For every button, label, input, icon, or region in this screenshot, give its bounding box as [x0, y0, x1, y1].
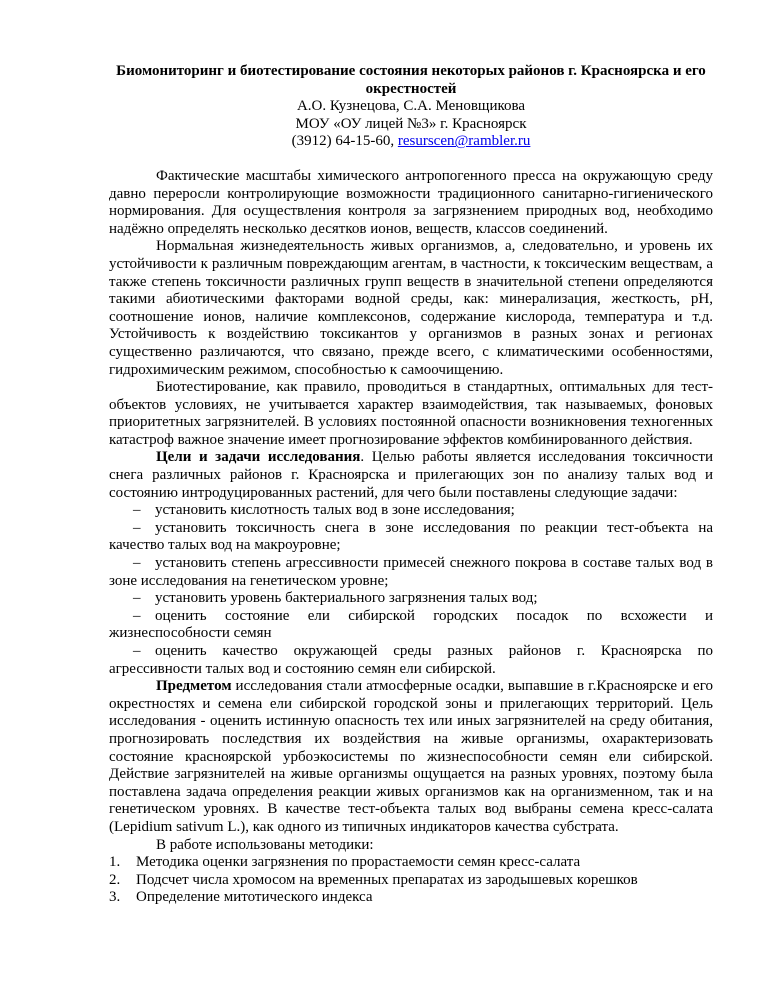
goals-paragraph	[109, 449, 713, 502]
list-number: 1.	[109, 854, 121, 871]
school: МОУ «ОУ лицей №3» г. Красноярск	[295, 115, 527, 132]
email-link[interactable]: resurscen@rambler.ru	[397, 133, 531, 150]
spacer	[109, 151, 713, 168]
contacts	[109, 133, 713, 151]
list-item: 2. Подсчет числа хромосом на временных препаратах из зародышевых корешков	[109, 871, 638, 888]
subject-heading: Предметом	[156, 678, 232, 695]
paragraph-2: Нормальная жизнедеятельность живых организмов, а, следовательно, и уровень их устойчивости к различным повреждающим агентам, в частности, к токсическим веществам, а также степень токсичности различных групп веществ в значительной степени определяются такими абиотическими факторами водной среды, как: минерализация, жесткость, pH, соотношение ионов, наличие комплексонов, содержание кислорода, температура и т.д. Устойчивость к воздействию токсикантов у организмов в разных зонах и регионах существенно различаются, что связано, прежде всего, с климатическими особенностями, гидрохимическим режимом, способностью к самоочищению.	[109, 238, 713, 378]
paragraph-3: Биотестирование, как правило, проводиться в стандартных, оптимальных для тест-объектов условиях, не учитывается характер взаимодействия, так называемых, фоновых приоритетных загрязнителей. В условиях постоянной опасности возникновения техногенных катастроф важное значение имеет прогнозирование эффектов комбинированного действия.	[109, 379, 713, 448]
tasks-list	[109, 502, 713, 678]
authors: А.О. Кузнецова, С.А. Меновщикова	[296, 98, 526, 115]
list-number: 2.	[109, 871, 121, 888]
list-number: 3.	[109, 889, 121, 906]
list-item: – установить степень агрессивности примесей снежного покрова в составе талых вод в зоне исследования на генетическом уровне;	[109, 555, 713, 589]
list-item: 3. Определение митотического индекса	[109, 889, 373, 906]
goals-heading: Цели и задачи исследования	[156, 449, 361, 466]
phone: (3912) 64-15-60,	[291, 133, 398, 150]
list-item: – установить кислотность талых вод в зоне исследования;	[133, 502, 515, 519]
goals-text: . Целью работы является исследования токсичности снега различных районов г. Красноярска и прилегающих зон по анализу талых вод и состоянию интродуцированных растений, для чего были поставлены следующие задачи:	[109, 449, 713, 501]
dash-bullet: –	[133, 555, 141, 572]
dash-bullet: –	[133, 519, 141, 536]
dash-bullet: –	[133, 607, 141, 624]
list-item: 1. Методика оценки загрязнения по прорастаемости семян кресс-салата	[109, 854, 581, 871]
document-title: Биомониторинг и биотестирование состояния некоторых районов г. Красноярска и его окрестностей	[116, 63, 706, 97]
dash-bullet: –	[133, 590, 141, 607]
methods-intro: В работе использованы методики:	[156, 836, 374, 853]
document-page	[109, 63, 713, 907]
paragraph-1: Фактические масштабы химического антропогенного пресса на окружающую среду давно переросли контролирующие возможности традиционного санитарно-гигиенического нормирования. Для осуществления контроля за загрязнением природных вод, необходимо надёжно определять несколько десятков ионов, веществ, классов соединений.	[109, 167, 713, 237]
list-item: – оценить качество окружающей среды разных районов г. Красноярска по агрессивности талых вод и состоянию семян ели сибирской.	[109, 643, 713, 677]
list-item: – установить уровень бактериального загрязнения талых вод;	[133, 590, 538, 607]
methods-list	[109, 854, 713, 907]
subject-paragraph	[109, 678, 713, 836]
list-item: – оценить состояние ели сибирской городских посадок по всхожести и жизнеспособности семян	[109, 607, 713, 642]
dash-bullet: –	[133, 502, 141, 519]
subject-text: исследования стали атмосферные осадки, выпавшие в г.Красноярске и его окрестностях и семена ели сибирской городской зоны и прилегающих территорий. Цель исследования - оценить истинную опасность тех или иных загрязнителей на среду обитания, прогнозировать последствия их воздействия на живые организмы, охарактеризовать состояние красноярской урбоэкосистемы по жизнеспособности семян ели сибирской. Действие загрязнителей на живые организмы ощущается на разных уровнях, поэтому была поставлена задача определения реакции живых организмов как на организменном, так и на генетическом уровнях. В качестве тест-объекта талых вод выбраны семена кресс-салата (Lepidium sativum L.), как одного из типичных индикаторов качества субстрата.	[109, 678, 713, 835]
list-item: – установить токсичность снега в зоне исследования по реакции тест-объекта на качество талых вод на макроуровне;	[109, 519, 713, 554]
dash-bullet: –	[133, 643, 141, 659]
